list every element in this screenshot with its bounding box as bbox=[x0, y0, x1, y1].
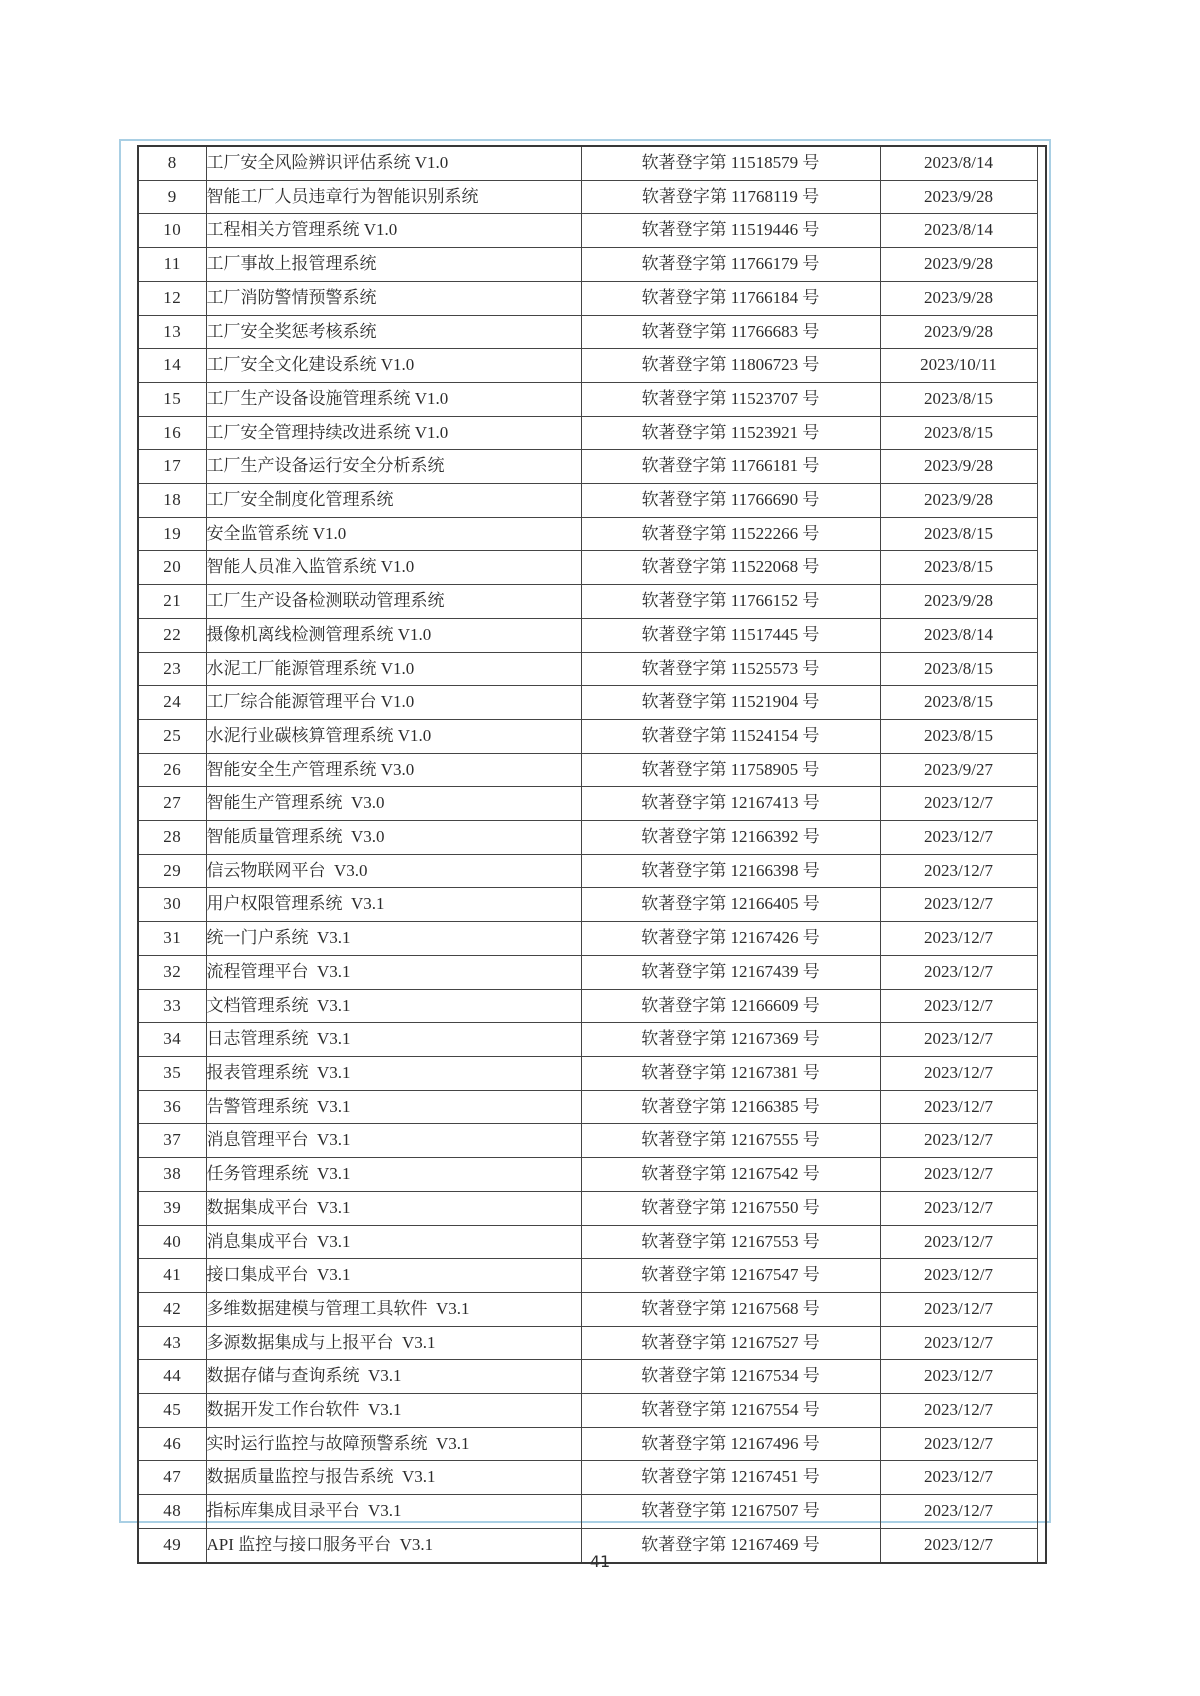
registration-number-cell: 软著登字第 11522068 号 bbox=[581, 551, 880, 585]
table-row bbox=[138, 382, 1046, 416]
software-name-cell: 任务管理系统 V3.1 bbox=[206, 1158, 581, 1192]
table-row bbox=[138, 1124, 1046, 1158]
table-row bbox=[138, 753, 1046, 787]
registration-number-cell: 软著登字第 12167534 号 bbox=[581, 1360, 880, 1394]
table-row bbox=[138, 180, 1046, 214]
software-name-cell: 统一门户系统 V3.1 bbox=[206, 922, 581, 956]
registration-date-cell: 2023/12/7 bbox=[880, 888, 1037, 922]
registration-date-cell: 2023/8/15 bbox=[880, 686, 1037, 720]
registration-number-cell: 软著登字第 11522266 号 bbox=[581, 517, 880, 551]
row-number-cell: 28 bbox=[138, 821, 206, 855]
row-number-cell: 19 bbox=[138, 517, 206, 551]
table-row bbox=[138, 551, 1046, 585]
registration-date-cell: 2023/12/7 bbox=[880, 787, 1037, 821]
registration-date-cell: 2023/12/7 bbox=[880, 989, 1037, 1023]
row-number-cell: 11 bbox=[138, 248, 206, 282]
software-name-cell: API 监控与接口服务平台 V3.1 bbox=[206, 1528, 581, 1562]
registration-number-cell: 软著登字第 11766690 号 bbox=[581, 484, 880, 518]
registration-date-cell: 2023/12/7 bbox=[880, 922, 1037, 956]
row-number-cell: 12 bbox=[138, 281, 206, 315]
software-name-cell: 文档管理系统 V3.1 bbox=[206, 989, 581, 1023]
software-name-cell: 实时运行监控与故障预警系统 V3.1 bbox=[206, 1427, 581, 1461]
table-row bbox=[138, 1427, 1046, 1461]
software-name-cell: 数据集成平台 V3.1 bbox=[206, 1191, 581, 1225]
table-row bbox=[138, 1158, 1046, 1192]
row-number-cell: 40 bbox=[138, 1225, 206, 1259]
registration-date-cell: 2023/12/7 bbox=[880, 1326, 1037, 1360]
software-name-cell: 工程相关方管理系统 V1.0 bbox=[206, 214, 581, 248]
registration-number-cell: 软著登字第 12167554 号 bbox=[581, 1394, 880, 1428]
registration-date-cell: 2023/9/28 bbox=[880, 450, 1037, 484]
row-number-cell: 9 bbox=[138, 180, 206, 214]
registration-number-cell: 软著登字第 11806723 号 bbox=[581, 349, 880, 383]
table-row bbox=[138, 1259, 1046, 1293]
table-row bbox=[138, 585, 1046, 619]
table-row bbox=[138, 146, 1046, 180]
row-number-cell: 41 bbox=[138, 1259, 206, 1293]
registration-date-cell: 2023/12/7 bbox=[880, 1360, 1037, 1394]
registration-date-cell: 2023/12/7 bbox=[880, 1023, 1037, 1057]
registration-number-cell: 软著登字第 11523921 号 bbox=[581, 416, 880, 450]
software-copyright-table bbox=[137, 145, 1047, 1564]
registration-date-cell: 2023/8/14 bbox=[880, 146, 1037, 180]
table-row bbox=[138, 1360, 1046, 1394]
row-number-cell: 39 bbox=[138, 1191, 206, 1225]
registration-date-cell: 2023/9/28 bbox=[880, 281, 1037, 315]
row-number-cell: 47 bbox=[138, 1461, 206, 1495]
software-name-cell: 接口集成平台 V3.1 bbox=[206, 1259, 581, 1293]
table-row bbox=[138, 719, 1046, 753]
registration-number-cell: 软著登字第 11766683 号 bbox=[581, 315, 880, 349]
row-number-cell: 46 bbox=[138, 1427, 206, 1461]
registration-number-cell: 软著登字第 11768119 号 bbox=[581, 180, 880, 214]
table-body bbox=[138, 146, 1046, 1563]
registration-number-cell: 软著登字第 12167439 号 bbox=[581, 955, 880, 989]
registration-date-cell: 2023/9/28 bbox=[880, 180, 1037, 214]
registration-date-cell: 2023/9/28 bbox=[880, 315, 1037, 349]
row-number-cell: 37 bbox=[138, 1124, 206, 1158]
software-name-cell: 工厂生产设备设施管理系统 V1.0 bbox=[206, 382, 581, 416]
software-name-cell: 水泥行业碳核算管理系统 V1.0 bbox=[206, 719, 581, 753]
software-name-cell: 工厂安全风险辨识评估系统 V1.0 bbox=[206, 146, 581, 180]
software-name-cell: 告警管理系统 V3.1 bbox=[206, 1090, 581, 1124]
row-number-cell: 15 bbox=[138, 382, 206, 416]
registration-number-cell: 软著登字第 12167550 号 bbox=[581, 1191, 880, 1225]
registration-number-cell: 软著登字第 11518579 号 bbox=[581, 146, 880, 180]
software-name-cell: 摄像机离线检测管理系统 V1.0 bbox=[206, 618, 581, 652]
row-number-cell: 48 bbox=[138, 1495, 206, 1529]
software-name-cell: 智能工厂人员违章行为智能识别系统 bbox=[206, 180, 581, 214]
registration-number-cell: 软著登字第 12167555 号 bbox=[581, 1124, 880, 1158]
registration-number-cell: 软著登字第 12166392 号 bbox=[581, 821, 880, 855]
row-number-cell: 31 bbox=[138, 922, 206, 956]
registration-date-cell: 2023/9/28 bbox=[880, 484, 1037, 518]
registration-number-cell: 软著登字第 12166398 号 bbox=[581, 854, 880, 888]
registration-number-cell: 软著登字第 12167496 号 bbox=[581, 1427, 880, 1461]
table-row bbox=[138, 1292, 1046, 1326]
registration-number-cell: 软著登字第 11521904 号 bbox=[581, 686, 880, 720]
registration-date-cell: 2023/12/7 bbox=[880, 1124, 1037, 1158]
table-row bbox=[138, 854, 1046, 888]
registration-date-cell: 2023/8/15 bbox=[880, 652, 1037, 686]
row-number-cell: 45 bbox=[138, 1394, 206, 1428]
row-number-cell: 44 bbox=[138, 1360, 206, 1394]
registration-date-cell: 2023/12/7 bbox=[880, 1427, 1037, 1461]
row-number-cell: 16 bbox=[138, 416, 206, 450]
table-row bbox=[138, 248, 1046, 282]
table-row bbox=[138, 1326, 1046, 1360]
row-number-cell: 30 bbox=[138, 888, 206, 922]
registration-number-cell: 软著登字第 11519446 号 bbox=[581, 214, 880, 248]
row-number-cell: 32 bbox=[138, 955, 206, 989]
registration-number-cell: 软著登字第 12167553 号 bbox=[581, 1225, 880, 1259]
row-number-cell: 33 bbox=[138, 989, 206, 1023]
software-name-cell: 指标库集成目录平台 V3.1 bbox=[206, 1495, 581, 1529]
software-name-cell: 工厂综合能源管理平台 V1.0 bbox=[206, 686, 581, 720]
row-number-cell: 29 bbox=[138, 854, 206, 888]
row-number-cell: 36 bbox=[138, 1090, 206, 1124]
software-name-cell: 工厂安全奖惩考核系统 bbox=[206, 315, 581, 349]
software-name-cell: 消息管理平台 V3.1 bbox=[206, 1124, 581, 1158]
registration-date-cell: 2023/12/7 bbox=[880, 1528, 1037, 1562]
table-row bbox=[138, 1191, 1046, 1225]
registration-number-cell: 软著登字第 11758905 号 bbox=[581, 753, 880, 787]
software-name-cell: 日志管理系统 V3.1 bbox=[206, 1023, 581, 1057]
row-number-cell: 23 bbox=[138, 652, 206, 686]
row-number-cell: 17 bbox=[138, 450, 206, 484]
registration-number-cell: 软著登字第 11766184 号 bbox=[581, 281, 880, 315]
registration-date-cell: 2023/12/7 bbox=[880, 1495, 1037, 1529]
registration-date-cell: 2023/8/14 bbox=[880, 618, 1037, 652]
registration-date-cell: 2023/12/7 bbox=[880, 854, 1037, 888]
registration-number-cell: 软著登字第 12167369 号 bbox=[581, 1023, 880, 1057]
page-number: 41 bbox=[589, 1552, 611, 1571]
registration-number-cell: 软著登字第 11523707 号 bbox=[581, 382, 880, 416]
row-number-cell: 42 bbox=[138, 1292, 206, 1326]
row-number-cell: 21 bbox=[138, 585, 206, 619]
registration-number-cell: 软著登字第 12166405 号 bbox=[581, 888, 880, 922]
row-number-cell: 13 bbox=[138, 315, 206, 349]
registration-date-cell: 2023/12/7 bbox=[880, 1292, 1037, 1326]
registration-date-cell: 2023/9/27 bbox=[880, 753, 1037, 787]
row-number-cell: 25 bbox=[138, 719, 206, 753]
registration-date-cell: 2023/9/28 bbox=[880, 248, 1037, 282]
row-number-cell: 26 bbox=[138, 753, 206, 787]
registration-date-cell: 2023/8/15 bbox=[880, 517, 1037, 551]
table-row bbox=[138, 955, 1046, 989]
table-row bbox=[138, 652, 1046, 686]
table-row bbox=[138, 1056, 1046, 1090]
registration-number-cell: 软著登字第 11766179 号 bbox=[581, 248, 880, 282]
registration-date-cell: 2023/8/15 bbox=[880, 551, 1037, 585]
table-row bbox=[138, 787, 1046, 821]
table-row bbox=[138, 416, 1046, 450]
table-row bbox=[138, 1023, 1046, 1057]
registration-number-cell: 软著登字第 11525573 号 bbox=[581, 652, 880, 686]
software-name-cell: 工厂安全文化建设系统 V1.0 bbox=[206, 349, 581, 383]
row-number-cell: 22 bbox=[138, 618, 206, 652]
registration-number-cell: 软著登字第 11517445 号 bbox=[581, 618, 880, 652]
right-edge-sliver-cell bbox=[1037, 146, 1046, 1563]
row-number-cell: 27 bbox=[138, 787, 206, 821]
software-name-cell: 智能质量管理系统 V3.0 bbox=[206, 821, 581, 855]
registration-date-cell: 2023/10/11 bbox=[880, 349, 1037, 383]
software-name-cell: 用户权限管理系统 V3.1 bbox=[206, 888, 581, 922]
software-name-cell: 消息集成平台 V3.1 bbox=[206, 1225, 581, 1259]
row-number-cell: 20 bbox=[138, 551, 206, 585]
table-row bbox=[138, 1495, 1046, 1529]
registration-date-cell: 2023/12/7 bbox=[880, 1056, 1037, 1090]
registration-number-cell: 软著登字第 12167426 号 bbox=[581, 922, 880, 956]
registration-number-cell: 软著登字第 11766152 号 bbox=[581, 585, 880, 619]
registration-number-cell: 软著登字第 12167413 号 bbox=[581, 787, 880, 821]
registration-number-cell: 软著登字第 12167381 号 bbox=[581, 1056, 880, 1090]
software-name-cell: 多源数据集成与上报平台 V3.1 bbox=[206, 1326, 581, 1360]
software-name-cell: 工厂事故上报管理系统 bbox=[206, 248, 581, 282]
software-name-cell: 安全监管系统 V1.0 bbox=[206, 517, 581, 551]
registration-number-cell: 软著登字第 12167451 号 bbox=[581, 1461, 880, 1495]
registration-number-cell: 软著登字第 12167542 号 bbox=[581, 1158, 880, 1192]
row-number-cell: 34 bbox=[138, 1023, 206, 1057]
row-number-cell: 14 bbox=[138, 349, 206, 383]
software-name-cell: 工厂消防警情预警系统 bbox=[206, 281, 581, 315]
registration-number-cell: 软著登字第 12167507 号 bbox=[581, 1495, 880, 1529]
table-row bbox=[138, 214, 1046, 248]
registration-number-cell: 软著登字第 12167527 号 bbox=[581, 1326, 880, 1360]
registration-date-cell: 2023/12/7 bbox=[880, 955, 1037, 989]
table-row bbox=[138, 281, 1046, 315]
software-name-cell: 智能安全生产管理系统 V3.0 bbox=[206, 753, 581, 787]
software-name-cell: 工厂生产设备运行安全分析系统 bbox=[206, 450, 581, 484]
table-row bbox=[138, 821, 1046, 855]
row-number-cell: 38 bbox=[138, 1158, 206, 1192]
table-row bbox=[138, 450, 1046, 484]
registration-date-cell: 2023/8/15 bbox=[880, 719, 1037, 753]
software-name-cell: 工厂安全制度化管理系统 bbox=[206, 484, 581, 518]
software-name-cell: 多维数据建模与管理工具软件 V3.1 bbox=[206, 1292, 581, 1326]
table-row bbox=[138, 1090, 1046, 1124]
software-name-cell: 信云物联网平台 V3.0 bbox=[206, 854, 581, 888]
registration-number-cell: 软著登字第 12167547 号 bbox=[581, 1259, 880, 1293]
row-number-cell: 24 bbox=[138, 686, 206, 720]
software-name-cell: 工厂生产设备检测联动管理系统 bbox=[206, 585, 581, 619]
registration-date-cell: 2023/8/15 bbox=[880, 416, 1037, 450]
registration-date-cell: 2023/8/14 bbox=[880, 214, 1037, 248]
table-row bbox=[138, 1461, 1046, 1495]
row-number-cell: 49 bbox=[138, 1528, 206, 1562]
row-number-cell: 43 bbox=[138, 1326, 206, 1360]
software-name-cell: 数据存储与查询系统 V3.1 bbox=[206, 1360, 581, 1394]
software-name-cell: 数据开发工作台软件 V3.1 bbox=[206, 1394, 581, 1428]
table-row bbox=[138, 1394, 1046, 1428]
registration-date-cell: 2023/8/15 bbox=[880, 382, 1037, 416]
registration-date-cell: 2023/12/7 bbox=[880, 1158, 1037, 1192]
table-row bbox=[138, 517, 1046, 551]
registration-date-cell: 2023/9/28 bbox=[880, 585, 1037, 619]
software-name-cell: 流程管理平台 V3.1 bbox=[206, 955, 581, 989]
registration-date-cell: 2023/12/7 bbox=[880, 1225, 1037, 1259]
table-row bbox=[138, 922, 1046, 956]
registration-number-cell: 软著登字第 11524154 号 bbox=[581, 719, 880, 753]
software-name-cell: 工厂安全管理持续改进系统 V1.0 bbox=[206, 416, 581, 450]
table-row bbox=[138, 618, 1046, 652]
registration-number-cell: 软著登字第 12166385 号 bbox=[581, 1090, 880, 1124]
row-number-cell: 10 bbox=[138, 214, 206, 248]
registration-date-cell: 2023/12/7 bbox=[880, 1191, 1037, 1225]
registration-date-cell: 2023/12/7 bbox=[880, 1461, 1037, 1495]
software-name-cell: 智能人员准入监管系统 V1.0 bbox=[206, 551, 581, 585]
software-name-cell: 水泥工厂能源管理系统 V1.0 bbox=[206, 652, 581, 686]
table-row bbox=[138, 349, 1046, 383]
registration-number-cell: 软著登字第 12167469 号 bbox=[581, 1528, 880, 1562]
table-row bbox=[138, 989, 1046, 1023]
table-row bbox=[138, 686, 1046, 720]
registration-number-cell: 软著登字第 11766181 号 bbox=[581, 450, 880, 484]
registration-number-cell: 软著登字第 12166609 号 bbox=[581, 989, 880, 1023]
software-name-cell: 报表管理系统 V3.1 bbox=[206, 1056, 581, 1090]
table-row bbox=[138, 315, 1046, 349]
table-row bbox=[138, 1225, 1046, 1259]
registration-date-cell: 2023/12/7 bbox=[880, 1394, 1037, 1428]
row-number-cell: 8 bbox=[138, 146, 206, 180]
software-name-cell: 智能生产管理系统 V3.0 bbox=[206, 787, 581, 821]
registration-number-cell: 软著登字第 12167568 号 bbox=[581, 1292, 880, 1326]
row-number-cell: 18 bbox=[138, 484, 206, 518]
registration-date-cell: 2023/12/7 bbox=[880, 1259, 1037, 1293]
table-row bbox=[138, 484, 1046, 518]
registration-date-cell: 2023/12/7 bbox=[880, 1090, 1037, 1124]
registration-date-cell: 2023/12/7 bbox=[880, 821, 1037, 855]
table-row bbox=[138, 888, 1046, 922]
row-number-cell: 35 bbox=[138, 1056, 206, 1090]
software-name-cell: 数据质量监控与报告系统 V3.1 bbox=[206, 1461, 581, 1495]
